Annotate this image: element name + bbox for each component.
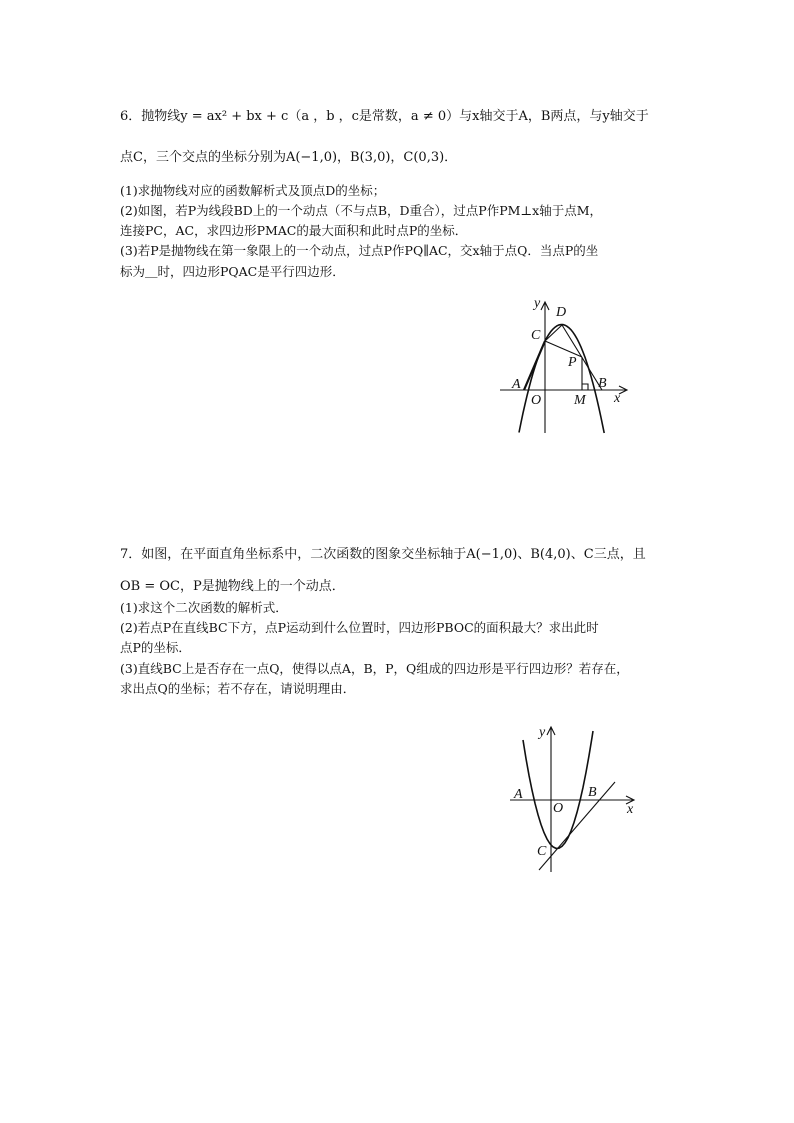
line-BC: [539, 782, 615, 870]
label-B: B: [598, 376, 607, 391]
problem6-question3-part1: (3)若P是抛物线在第一象限上的一个动点，过点P作PQ∥AC，交x轴于点Q．当点P的坐: [120, 243, 599, 258]
label-x: x: [614, 391, 621, 406]
segment-AC-thick: [524, 341, 545, 390]
parabola-curve: [523, 731, 593, 848]
label-D: D: [556, 305, 567, 320]
problem6-figure: [498, 295, 648, 440]
label-y: y: [539, 725, 546, 740]
right-angle-mark: [582, 384, 588, 390]
label-P: P: [568, 355, 577, 370]
problem6-question2-part1: (2)如图，若P为线段BD上的一个动点（不与点B，D重合），过点P作PM⊥x轴于点M，: [120, 203, 603, 218]
label-A: A: [512, 377, 521, 392]
label-C: C: [531, 328, 541, 343]
problem6-line2: 点C，三个交点的坐标分别为A(−1,0)，B(3,0)，C(0,3)．: [120, 150, 458, 165]
problem6-line1: 6．抛物线y = ax² + bx + c（a ，b ，c是常数，a ≠ 0）与x轴交于A，B两点，与y轴交于: [120, 109, 649, 124]
label-B: B: [588, 785, 597, 800]
problem7-figure: [505, 722, 645, 877]
problem6-question3-part2: 标为＿时，四边形PQAC是平行四边形．: [120, 264, 345, 279]
problem6-question1: (1)求抛物线对应的函数解析式及顶点D的坐标；: [120, 183, 386, 198]
problem7-question1: (1)求这个二次函数的解析式．: [120, 600, 288, 615]
label-y: y: [534, 296, 541, 311]
label-O: O: [553, 801, 564, 816]
problem7-line1: 7．如图，在平面直角坐标系中，二次函数的图象交坐标轴于A(−1,0)、B(4,0)、C三点，且: [120, 547, 646, 562]
problem7-question2-part2: 点P的坐标．: [120, 640, 191, 655]
label-x: x: [627, 802, 634, 817]
problem7-question3-part1: (3)直线BC上是否存在一点Q，使得以点A，B，P，Q组成的四边形是平行四边形？若存在，: [120, 661, 629, 676]
problem6-question2-part2: 连接PC，AC，求四边形PMAC的最大面积和此时点P的坐标．: [120, 223, 468, 238]
label-O: O: [531, 393, 542, 408]
label-A: A: [514, 787, 523, 802]
label-M: M: [574, 393, 586, 408]
segment-CD: [545, 325, 562, 341]
label-C: C: [537, 844, 547, 859]
problem7-line2: OB = OC，P是抛物线上的一个动点．: [120, 579, 345, 594]
problem7-question3-part2: 求出点Q的坐标；若不存在，请说明理由．: [120, 681, 356, 696]
problem7-question2-part1: (2)若点P在直线BC下方，点P运动到什么位置时，四边形PBOC的面积最大？求出此时: [120, 620, 599, 635]
